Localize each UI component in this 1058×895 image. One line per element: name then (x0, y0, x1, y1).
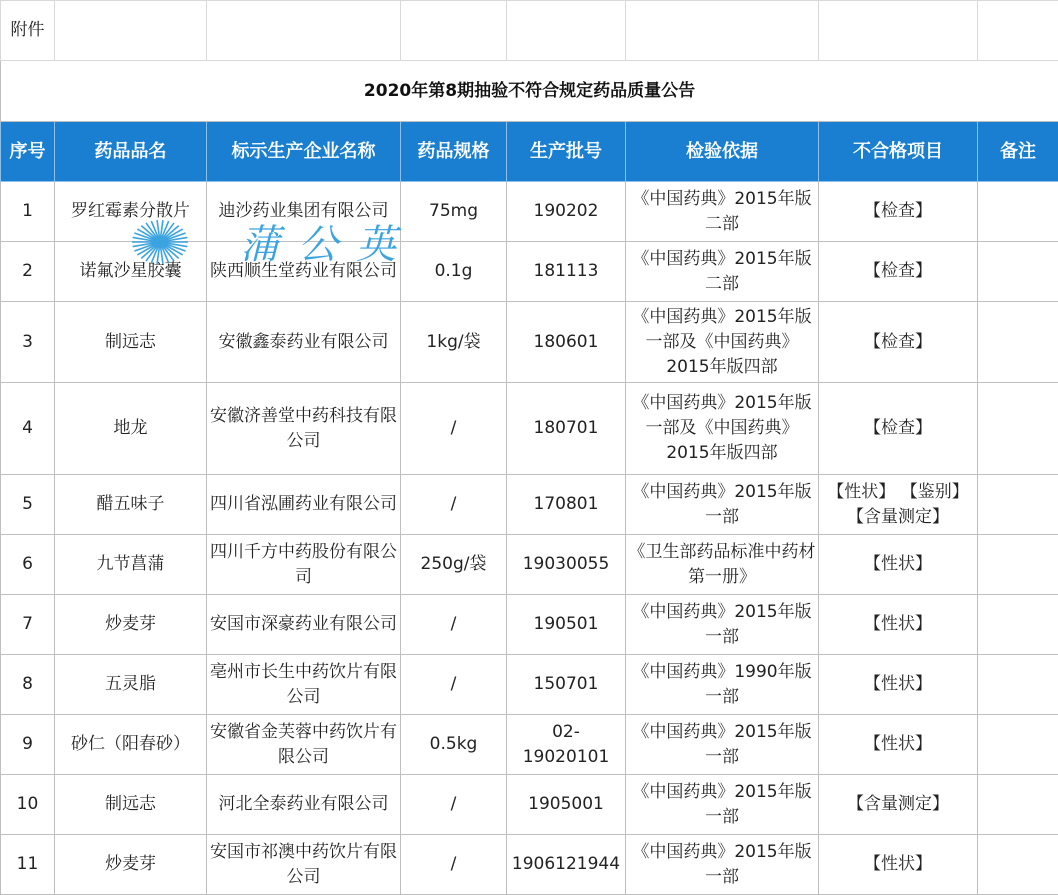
drug-spec-cell: 75mg (401, 182, 507, 242)
empty-cell (401, 1, 507, 61)
manufacturer-cell: 亳州市长生中药饮片有限公司 (207, 655, 401, 715)
drug-name-cell: 地龙 (55, 383, 207, 475)
drug-spec-cell: / (401, 383, 507, 475)
drug-name-cell: 制远志 (55, 302, 207, 383)
drug-name-cell: 炒麦芽 (55, 835, 207, 895)
remark-cell (978, 182, 1058, 242)
remark-cell (978, 535, 1058, 595)
table-row (1, 835, 1058, 895)
batch-number-cell: 1906121944 (507, 835, 626, 895)
row-number-cell: 10 (1, 775, 55, 835)
table-row (1, 775, 1058, 835)
remark-cell (978, 242, 1058, 302)
failed-items-cell: 【性状】 (819, 655, 978, 715)
remark-cell (978, 383, 1058, 475)
remark-cell (978, 835, 1058, 895)
row-number-cell: 2 (1, 242, 55, 302)
drug-name-cell: 炒麦芽 (55, 595, 207, 655)
manufacturer-cell: 河北全泰药业有限公司 (207, 775, 401, 835)
manufacturer-cell: 迪沙药业集团有限公司 (207, 182, 401, 242)
attachment-label: 附件 (1, 1, 55, 61)
inspection-basis-cell: 《中国药典》2015年版一部 (626, 775, 819, 835)
drug-name-cell: 诺氟沙星胶囊 (55, 242, 207, 302)
inspection-basis-cell: 《卫生部药品标准中药材第一册》 (626, 535, 819, 595)
manufacturer-cell: 陕西顺生堂药业有限公司 (207, 242, 401, 302)
remark-cell (978, 775, 1058, 835)
inspection-basis-cell: 《中国药典》2015年版一部 (626, 835, 819, 895)
row-number-cell: 7 (1, 595, 55, 655)
batch-number-cell: 190501 (507, 595, 626, 655)
failed-items-cell: 【检查】 (819, 182, 978, 242)
drug-name-cell: 砂仁（阳春砂） (55, 715, 207, 775)
failed-items-cell: 【性状】 【鉴别】 【含量测定】 (819, 475, 978, 535)
row-number-cell: 5 (1, 475, 55, 535)
title-row (1, 61, 1058, 122)
manufacturer-cell: 安国市深豪药业有限公司 (207, 595, 401, 655)
drug-name-cell: 五灵脂 (55, 655, 207, 715)
row-number-cell: 4 (1, 383, 55, 475)
manufacturer-cell: 安徽济善堂中药科技有限公司 (207, 383, 401, 475)
table-row (1, 242, 1058, 302)
remark-cell (978, 715, 1058, 775)
drug-name-cell: 九节菖蒲 (55, 535, 207, 595)
failed-items-cell: 【含量测定】 (819, 775, 978, 835)
remark-cell (978, 655, 1058, 715)
manufacturer-cell: 安徽鑫泰药业有限公司 (207, 302, 401, 383)
batch-number-cell: 19030055 (507, 535, 626, 595)
header-cell: 不合格项目 (819, 122, 978, 182)
remark-cell (978, 302, 1058, 383)
header-cell: 序号 (1, 122, 55, 182)
empty-cell (207, 1, 401, 61)
manufacturer-cell: 安徽省金芙蓉中药饮片有限公司 (207, 715, 401, 775)
batch-number-cell: 02-19020101 (507, 715, 626, 775)
batch-number-cell: 170801 (507, 475, 626, 535)
header-cell: 检验依据 (626, 122, 819, 182)
row-number-cell: 9 (1, 715, 55, 775)
drug-spec-cell: / (401, 775, 507, 835)
failed-items-cell: 【检查】 (819, 242, 978, 302)
inspection-basis-cell: 《中国药典》2015年版一部 (626, 475, 819, 535)
header-cell: 药品规格 (401, 122, 507, 182)
batch-number-cell: 190202 (507, 182, 626, 242)
table-row (1, 535, 1058, 595)
row-number-cell: 8 (1, 655, 55, 715)
drug-spec-cell: / (401, 655, 507, 715)
watermark-text: 蒲公英 (240, 222, 414, 268)
failed-items-cell: 【性状】 (819, 535, 978, 595)
header-cell: 备注 (978, 122, 1058, 182)
header-cell: 标示生产企业名称 (207, 122, 401, 182)
batch-number-cell: 1905001 (507, 775, 626, 835)
drug-name-cell: 制远志 (55, 775, 207, 835)
remark-cell (978, 595, 1058, 655)
header-row (1, 122, 1058, 182)
drug-spec-cell: 1kg/袋 (401, 302, 507, 383)
inspection-basis-cell: 《中国药典》2015年版一部及《中国药典》2015年版四部 (626, 383, 819, 475)
empty-cell (626, 1, 819, 61)
manufacturer-cell: 安国市祁澳中药饮片有限公司 (207, 835, 401, 895)
empty-cell (507, 1, 626, 61)
table-row (1, 182, 1058, 242)
drug-name-cell: 罗红霉素分散片 (55, 182, 207, 242)
remark-cell (978, 475, 1058, 535)
row-number-cell: 3 (1, 302, 55, 383)
failed-items-cell: 【性状】 (819, 835, 978, 895)
table-row (1, 302, 1058, 383)
attachment-row (1, 1, 1058, 61)
manufacturer-cell: 四川省泓圃药业有限公司 (207, 475, 401, 535)
table-row (1, 655, 1058, 715)
table-row (1, 715, 1058, 775)
empty-cell (819, 1, 978, 61)
drug-name-cell: 醋五味子 (55, 475, 207, 535)
empty-cell (55, 1, 207, 61)
failed-items-cell: 【检查】 (819, 302, 978, 383)
failed-items-cell: 【性状】 (819, 715, 978, 775)
inspection-basis-cell: 《中国药典》1990年版一部 (626, 655, 819, 715)
batch-number-cell: 180601 (507, 302, 626, 383)
failed-items-cell: 【性状】 (819, 595, 978, 655)
row-number-cell: 1 (1, 182, 55, 242)
table-row (1, 595, 1058, 655)
failed-items-cell: 【检查】 (819, 383, 978, 475)
batch-number-cell: 150701 (507, 655, 626, 715)
batch-number-cell: 180701 (507, 383, 626, 475)
batch-number-cell: 181113 (507, 242, 626, 302)
table-row (1, 383, 1058, 475)
page-title: 2020年第8期抽验不符合规定药品质量公告 (1, 61, 1058, 122)
header-cell: 生产批号 (507, 122, 626, 182)
drug-spec-cell: 250g/袋 (401, 535, 507, 595)
drug-spec-cell: 0.1g (401, 242, 507, 302)
row-number-cell: 11 (1, 835, 55, 895)
inspection-basis-cell: 《中国药典》2015年版二部 (626, 242, 819, 302)
table-row (1, 475, 1058, 535)
inspection-basis-cell: 《中国药典》2015年版一部及《中国药典》2015年版四部 (626, 302, 819, 383)
drug-spec-cell: 0.5kg (401, 715, 507, 775)
drug-spec-cell: / (401, 475, 507, 535)
row-number-cell: 6 (1, 535, 55, 595)
manufacturer-cell: 四川千方中药股份有限公司 (207, 535, 401, 595)
inspection-basis-cell: 《中国药典》2015年版二部 (626, 182, 819, 242)
header-cell: 药品品名 (55, 122, 207, 182)
inspection-basis-cell: 《中国药典》2015年版一部 (626, 595, 819, 655)
drug-spec-cell: / (401, 835, 507, 895)
empty-cell (978, 1, 1058, 61)
drug-spec-cell: / (401, 595, 507, 655)
inspection-basis-cell: 《中国药典》2015年版一部 (626, 715, 819, 775)
